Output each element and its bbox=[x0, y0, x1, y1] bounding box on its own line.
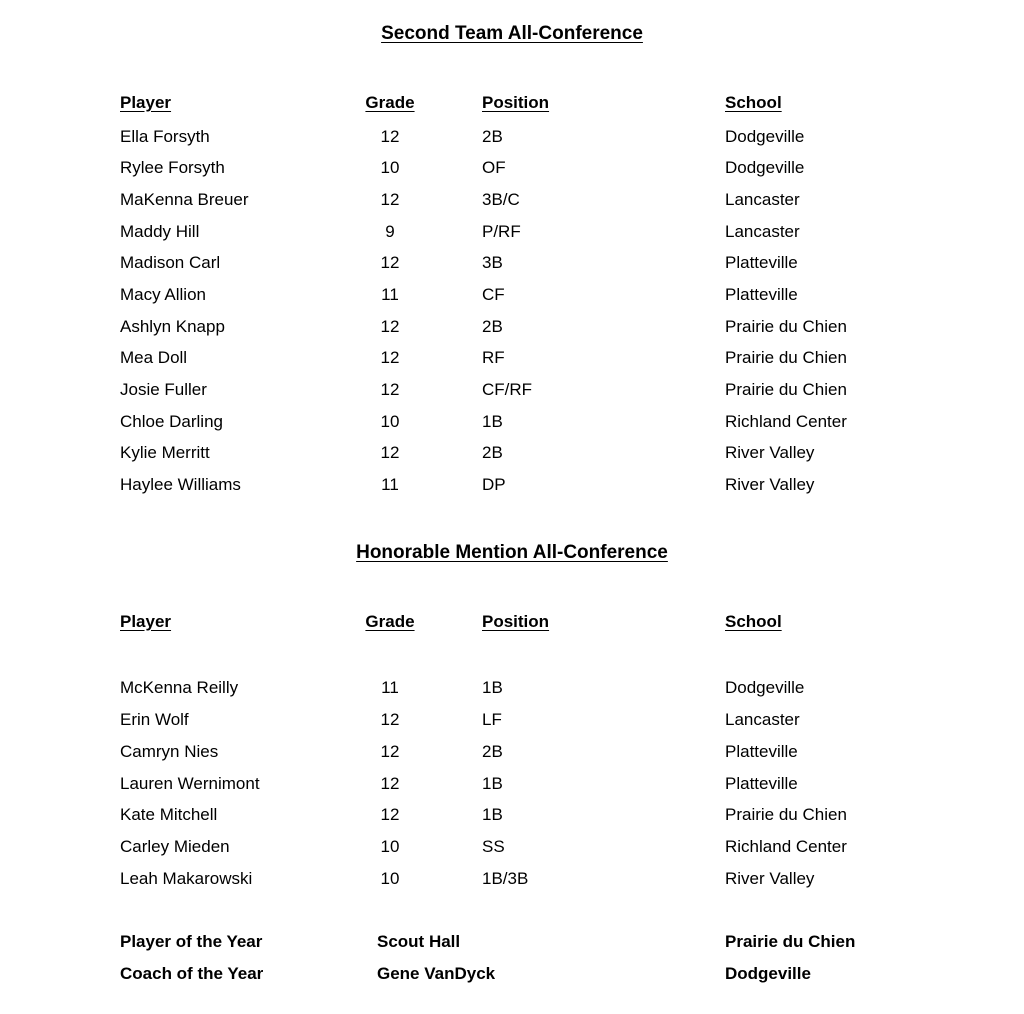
award-label: Coach of the Year bbox=[120, 963, 264, 983]
table-row bbox=[0, 311, 1024, 343]
position-cell: CF/RF bbox=[482, 380, 533, 400]
position-cell: 1B bbox=[482, 678, 503, 698]
school-cell: Platteville bbox=[725, 253, 798, 273]
table-row bbox=[0, 216, 1024, 248]
school-cell: Lancaster bbox=[725, 710, 800, 730]
grade-cell: 12 bbox=[380, 253, 400, 273]
grade-cell: 12 bbox=[380, 805, 400, 825]
table-row bbox=[0, 736, 1024, 768]
player-cell: Ashlyn Knapp bbox=[120, 316, 225, 336]
column-header-school: School bbox=[725, 92, 782, 112]
position-cell: P/RF bbox=[482, 221, 521, 241]
table-row bbox=[0, 863, 1024, 895]
award-label: Player of the Year bbox=[120, 932, 263, 952]
grade-cell: 12 bbox=[380, 189, 400, 209]
player-cell: Haylee Williams bbox=[120, 475, 241, 495]
table-row bbox=[0, 673, 1024, 705]
position-cell: 2B bbox=[482, 443, 503, 463]
school-cell: Lancaster bbox=[725, 189, 800, 209]
school-cell: Lancaster bbox=[725, 221, 800, 241]
grade-cell: 12 bbox=[380, 380, 400, 400]
player-cell: Kylie Merritt bbox=[120, 443, 210, 463]
section-title-second-team bbox=[0, 22, 1024, 46]
school-cell: River Valley bbox=[725, 475, 815, 495]
position-cell: DP bbox=[482, 475, 506, 495]
position-cell: 1B bbox=[482, 805, 503, 825]
table-row bbox=[0, 406, 1024, 438]
school-cell: Prairie du Chien bbox=[725, 348, 847, 368]
grade-cell: 12 bbox=[380, 773, 400, 793]
player-cell: Josie Fuller bbox=[120, 380, 207, 400]
player-cell: McKenna Reilly bbox=[120, 678, 239, 698]
school-cell: Platteville bbox=[725, 741, 798, 761]
position-cell: 2B bbox=[482, 741, 503, 761]
player-cell: Maddy Hill bbox=[120, 221, 200, 241]
player-cell: Camryn Nies bbox=[120, 741, 219, 761]
grade-cell: 10 bbox=[380, 158, 400, 178]
school-cell: Dodgeville bbox=[725, 678, 805, 698]
position-cell: OF bbox=[482, 158, 506, 178]
player-cell: Erin Wolf bbox=[120, 710, 189, 730]
position-cell: CF bbox=[482, 284, 505, 304]
position-cell: 1B bbox=[482, 411, 503, 431]
grade-cell: 11 bbox=[381, 475, 399, 495]
table-row bbox=[0, 374, 1024, 406]
position-cell: SS bbox=[482, 836, 505, 856]
section-title-text: Honorable Mention All-Conference bbox=[356, 541, 668, 563]
grade-cell: 12 bbox=[380, 443, 400, 463]
player-cell: Lauren Wernimont bbox=[120, 773, 260, 793]
award-school: Prairie du Chien bbox=[725, 932, 856, 952]
table-row bbox=[0, 247, 1024, 279]
grade-cell: 12 bbox=[380, 126, 400, 146]
section-title-text: Second Team All-Conference bbox=[381, 23, 643, 44]
player-cell: Ella Forsyth bbox=[120, 126, 210, 146]
column-header-player: Player bbox=[120, 92, 172, 112]
school-cell: Prairie du Chien bbox=[725, 316, 847, 336]
player-cell: MaKenna Breuer bbox=[120, 189, 249, 209]
school-cell: Prairie du Chien bbox=[725, 380, 847, 400]
table-row bbox=[0, 279, 1024, 311]
player-cell: Madison Carl bbox=[120, 253, 221, 273]
table-row bbox=[0, 768, 1024, 800]
position-cell: 3B/C bbox=[482, 189, 520, 209]
table-row bbox=[0, 121, 1024, 153]
table-header-row bbox=[0, 87, 1024, 119]
player-cell: Carley Mieden bbox=[120, 836, 230, 856]
school-cell: River Valley bbox=[725, 443, 815, 463]
column-header-school: School bbox=[725, 611, 782, 631]
school-cell: River Valley bbox=[725, 868, 815, 888]
player-cell: Leah Makarowski bbox=[120, 868, 253, 888]
grade-cell: 11 bbox=[381, 284, 399, 304]
grade-cell: 10 bbox=[380, 411, 400, 431]
award-school: Dodgeville bbox=[725, 963, 811, 983]
table-row bbox=[0, 469, 1024, 501]
position-cell: LF bbox=[482, 710, 502, 730]
award-name: Gene VanDyck bbox=[377, 963, 496, 983]
column-header-position: Position bbox=[482, 611, 550, 631]
school-cell: Dodgeville bbox=[725, 126, 805, 146]
school-cell: Richland Center bbox=[725, 836, 847, 856]
table-row bbox=[0, 799, 1024, 831]
second-team-table bbox=[0, 121, 1024, 501]
grade-cell: 12 bbox=[380, 316, 400, 336]
honorable-mention-table bbox=[0, 673, 1024, 895]
school-cell: Prairie du Chien bbox=[725, 805, 847, 825]
column-header-grade: Grade bbox=[365, 611, 415, 631]
grade-cell: 12 bbox=[380, 348, 400, 368]
blank-row bbox=[0, 638, 1024, 670]
section-title-honorable-mention bbox=[0, 541, 1024, 565]
position-cell: RF bbox=[482, 348, 505, 368]
player-cell: Rylee Forsyth bbox=[120, 158, 225, 178]
school-cell: Platteville bbox=[725, 284, 798, 304]
player-cell: Chloe Darling bbox=[120, 411, 223, 431]
table-row bbox=[0, 704, 1024, 736]
player-cell: Kate Mitchell bbox=[120, 805, 218, 825]
table-row bbox=[0, 152, 1024, 184]
position-cell: 1B bbox=[482, 773, 503, 793]
column-header-player: Player bbox=[120, 611, 172, 631]
column-header-position: Position bbox=[482, 92, 550, 112]
position-cell: 2B bbox=[482, 126, 503, 146]
position-cell: 2B bbox=[482, 316, 503, 336]
award-row-player-of-the-year bbox=[0, 926, 1024, 958]
grade-cell: 9 bbox=[385, 221, 395, 241]
column-header-grade: Grade bbox=[365, 92, 415, 112]
award-name: Scout Hall bbox=[377, 932, 461, 952]
table-row bbox=[0, 343, 1024, 375]
table-row bbox=[0, 438, 1024, 470]
grade-cell: 11 bbox=[381, 678, 399, 698]
award-row-coach-of-the-year bbox=[0, 958, 1024, 990]
player-cell: Mea Doll bbox=[120, 348, 188, 368]
position-cell: 3B bbox=[482, 253, 503, 273]
table-header-row bbox=[0, 606, 1024, 638]
table-row bbox=[0, 831, 1024, 863]
school-cell: Richland Center bbox=[725, 411, 847, 431]
school-cell: Platteville bbox=[725, 773, 798, 793]
awards bbox=[0, 926, 1024, 989]
grade-cell: 10 bbox=[380, 836, 400, 856]
player-cell: Macy Allion bbox=[120, 284, 206, 304]
grade-cell: 12 bbox=[380, 710, 400, 730]
table-row bbox=[0, 184, 1024, 216]
grade-cell: 12 bbox=[380, 741, 400, 761]
position-cell: 1B/3B bbox=[482, 868, 529, 888]
grade-cell: 10 bbox=[380, 868, 400, 888]
school-cell: Dodgeville bbox=[725, 158, 805, 178]
